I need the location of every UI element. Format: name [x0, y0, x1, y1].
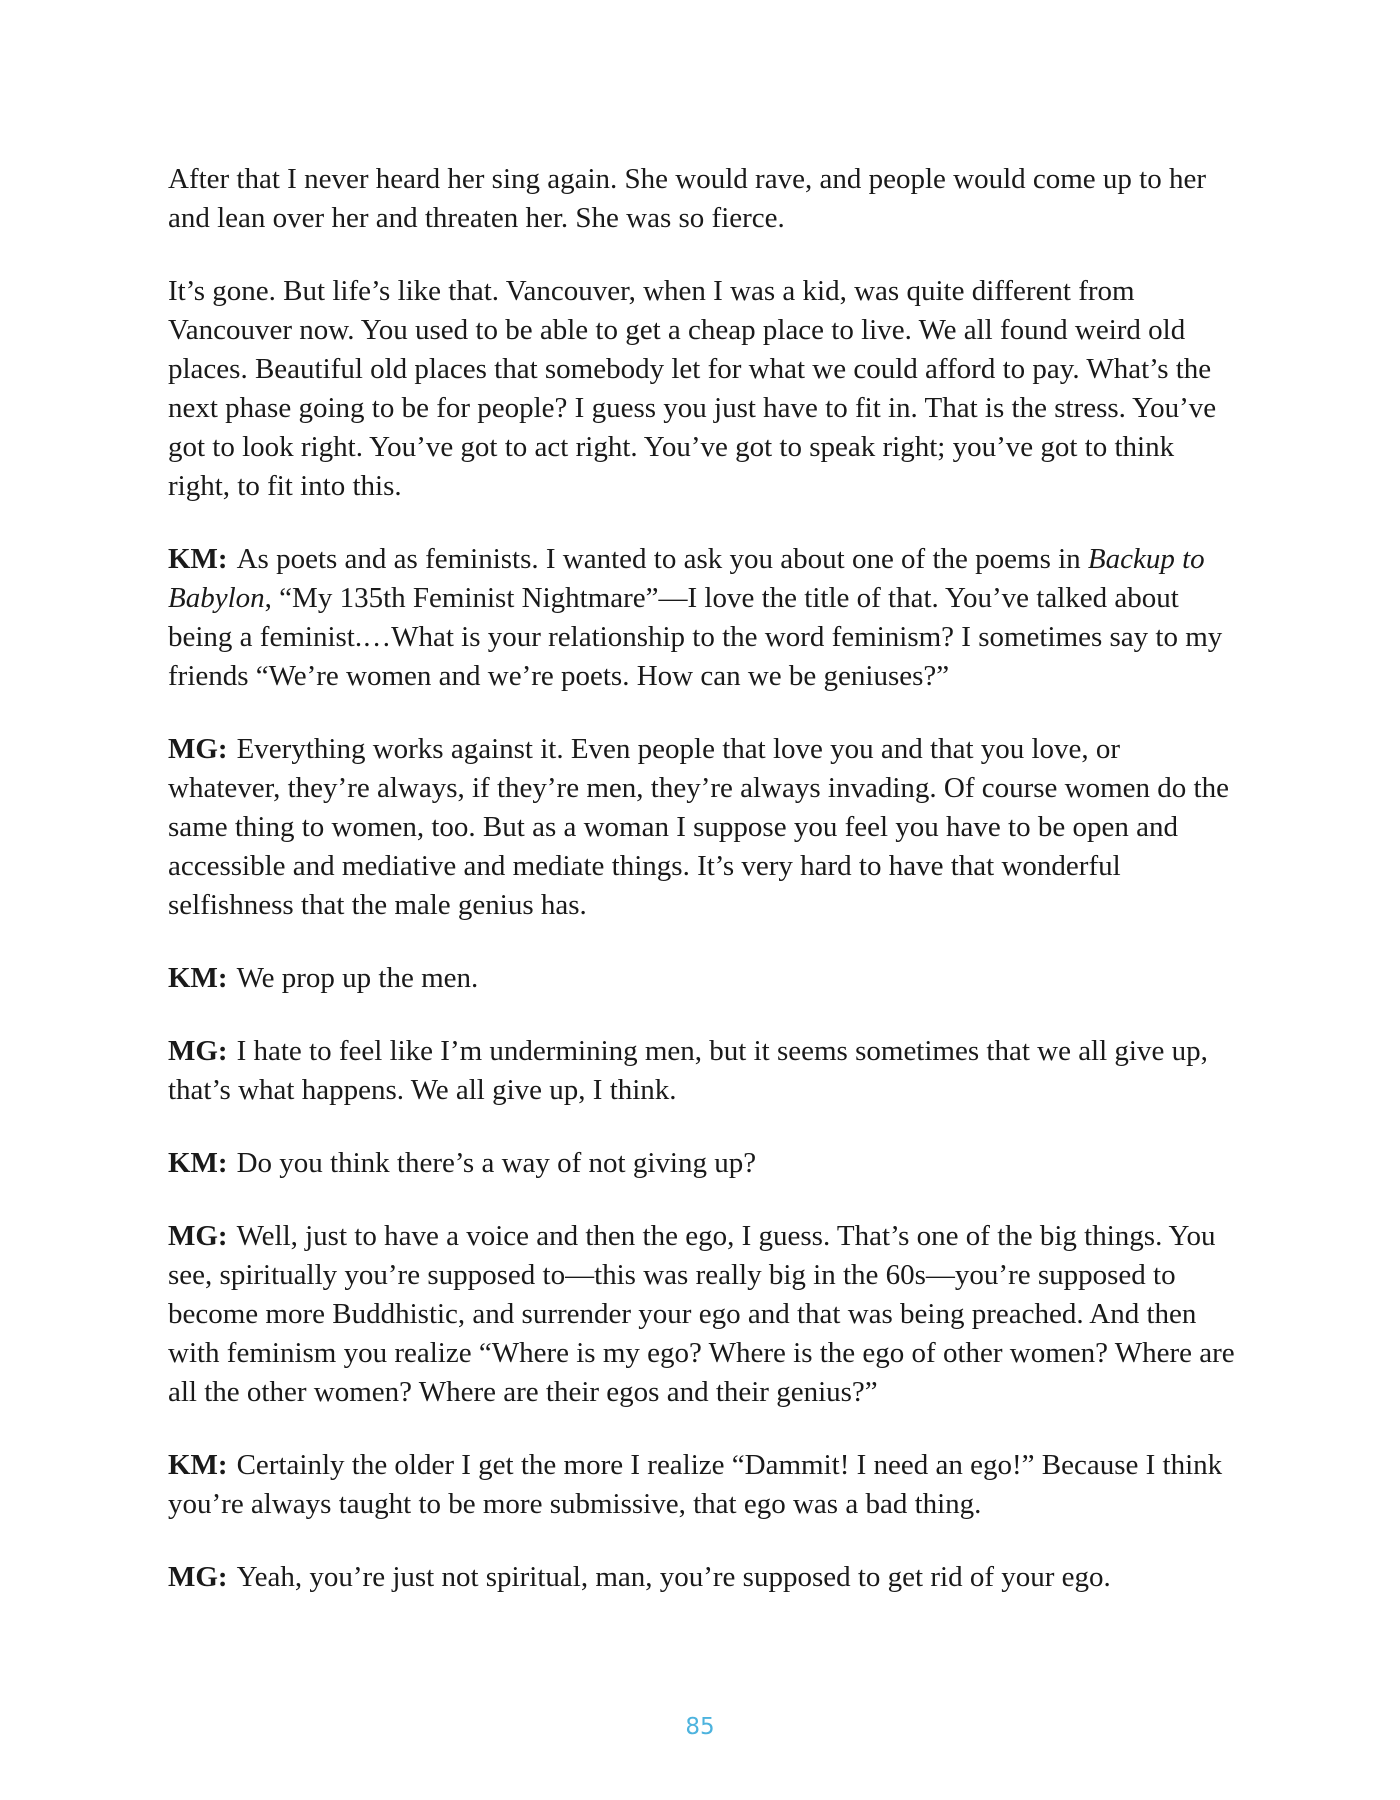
speaker-label: KM:	[168, 962, 228, 994]
speaker-label: MG:	[168, 1035, 228, 1067]
paragraph-text: Everything works against it. Even people that love you and that you love, or whatever, they’re always, if they’re men, they’re always invading. Of course women do the same thing to women, too. But as a woman I suppose you feel you have to be open and accessible and mediative and mediate things. It’s very hard to have that wonderful selfishness that the male genius has.	[168, 733, 1229, 921]
dialogue-paragraph	[168, 959, 1238, 998]
dialogue-paragraph	[168, 1032, 1238, 1110]
narrative-paragraph	[168, 160, 1238, 238]
speaker-label: MG:	[168, 1220, 228, 1252]
paragraph-text: Well, just to have a voice and then the ego, I guess. That’s one of the big things. You see, spiritually you’re supposed to—this was really big in the 60s—you’re supposed to become more Buddhistic, and surrender your ego and that was being preached. And then with feminism you realize “Where is my ego? Where is the ego of other women? Where are all the other women? Where are their egos and their genius?”	[168, 1220, 1235, 1408]
paragraph-text: Certainly the older I get the more I realize “Dammit! I need an ego!” Because I think you’re always taught to be more submissive, that ego was a bad thing.	[168, 1449, 1223, 1520]
page-number: 85	[685, 1714, 715, 1740]
paragraph-text: I hate to feel like I’m undermining men, but it seems sometimes that we all give up, that’s what happens. We all give up, I think.	[168, 1035, 1208, 1106]
paragraph-text: Do you think there’s a way of not giving up?	[236, 1147, 757, 1179]
dialogue-paragraph	[168, 1217, 1238, 1412]
book-title: Backup to Babylon	[168, 543, 1205, 614]
interview-body	[168, 160, 1238, 1631]
speaker-label: KM:	[168, 1449, 228, 1481]
paragraph-text: We prop up the men.	[236, 962, 479, 994]
speaker-label: KM:	[168, 1147, 228, 1179]
speaker-label: KM:	[168, 543, 228, 575]
dialogue-paragraph	[168, 540, 1238, 696]
dialogue-paragraph	[168, 1558, 1238, 1597]
paragraph-text: It’s gone. But life’s like that. Vancouver, when I was a kid, was quite different from Vancouver now. You used to be able to get a cheap place to live. We all found weird old places. Beautiful old places that somebody let for what we could afford to pay. What’s the next phase going to be for people? I guess you just have to fit in. That is the stress. You’ve got to look right. You’ve got to act right. You’ve got to speak right; you’ve got to think right, to fit into this.	[168, 275, 1217, 502]
speaker-label: MG:	[168, 733, 228, 765]
dialogue-paragraph	[168, 1446, 1238, 1524]
paragraph-text: Yeah, you’re just not spiritual, man, you’re supposed to get rid of your ego.	[236, 1561, 1111, 1593]
dialogue-paragraph	[168, 730, 1238, 925]
paragraph-text: After that I never heard her sing again. She would rave, and people would come up to her and lean over her and threaten her. She was so fierce.	[168, 163, 1207, 234]
paragraph-text: , “My 135th Feminist Nightmare”—I love the title of that. You’ve talked about being a feminist.…What is your relationship to the word feminism? I sometimes say to my friends “We’re women and we’re poets. How can we be geniuses?”	[168, 582, 1223, 692]
dialogue-paragraph	[168, 1144, 1238, 1183]
narrative-paragraph	[168, 272, 1238, 506]
paragraph-text: As poets and as feminists. I wanted to ask you about one of the poems in	[236, 543, 1088, 575]
speaker-label: MG:	[168, 1561, 228, 1593]
